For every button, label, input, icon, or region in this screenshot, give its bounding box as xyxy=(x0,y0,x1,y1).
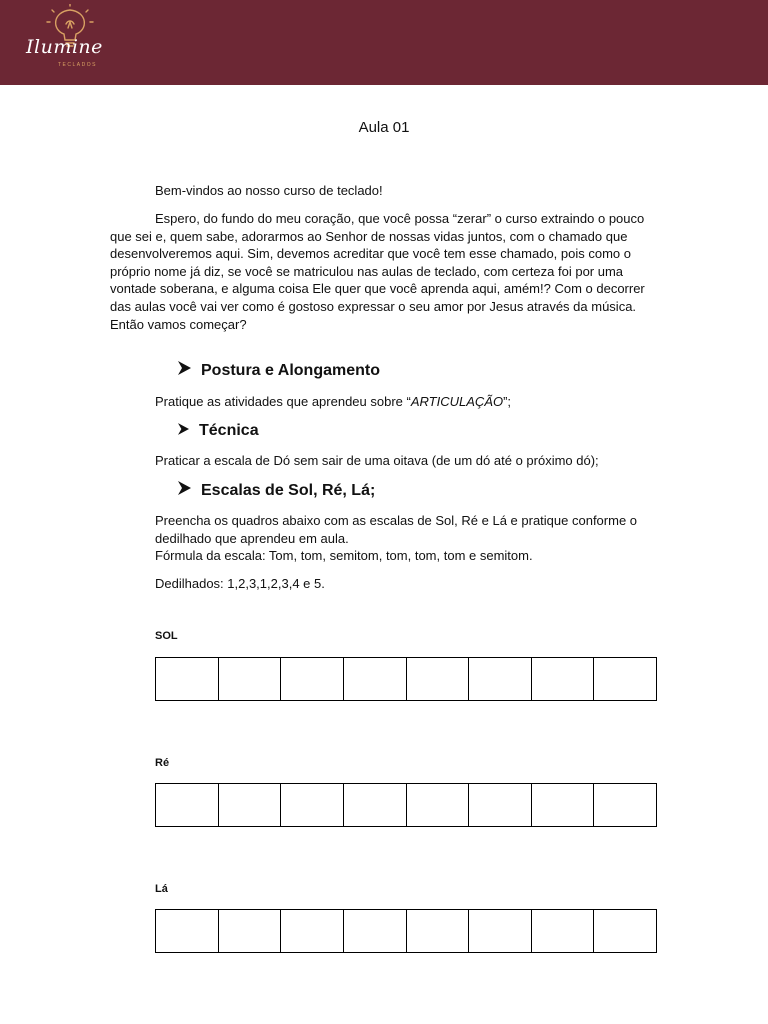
scale-cell[interactable] xyxy=(156,910,219,953)
section-heading-escalas xyxy=(178,481,375,500)
header-band xyxy=(0,0,768,85)
brand-name: Ilumine xyxy=(26,36,103,58)
section-text-postura: Pratique as atividades que aprendeu sobre “ARTICULAÇÃO”; xyxy=(155,394,512,409)
brand-subtitle: TECLADOS xyxy=(58,62,97,68)
section-heading-label: Técnica xyxy=(199,422,259,439)
scale-cell[interactable] xyxy=(281,784,344,827)
scale-cell[interactable] xyxy=(469,784,532,827)
section-heading-tecnica xyxy=(178,422,259,440)
scale-cell[interactable] xyxy=(218,910,281,953)
scale-cell[interactable] xyxy=(406,658,469,701)
arrow-bullet-icon xyxy=(178,481,191,500)
scale-cell[interactable] xyxy=(531,910,594,953)
arrow-bullet-icon xyxy=(178,422,189,440)
scale-cell[interactable] xyxy=(281,658,344,701)
scale-cell[interactable] xyxy=(218,658,281,701)
scale-cell[interactable] xyxy=(594,784,657,827)
scale-cell[interactable] xyxy=(343,658,406,701)
scale-cell[interactable] xyxy=(469,910,532,953)
section-heading-label: Postura e Alongamento xyxy=(201,361,380,379)
scale-cell[interactable] xyxy=(156,658,219,701)
section-text-tecnica: Praticar a escala de Dó sem sair de uma oitava (de um dó até o próximo dó); xyxy=(155,453,599,468)
scale-table-la xyxy=(155,909,657,953)
scale-table-sol xyxy=(155,657,657,701)
scale-cell[interactable] xyxy=(218,784,281,827)
intro-paragraph: Espero, do fundo do meu coração, que você possa “zerar” o curso extraindo o pouco que sei e, quem sabe, adorarmos ao Senhor de nossas vidas juntos, com o chamado que desenvolveremos aqui. Sim, devemos acreditar que você tem esse chamado, pois como o próprio nome já diz, se você se matriculou nas aulas de teclado, com certeza foi por uma vontade soberana, e alguma coisa Ele quer que você aprenda aqui, amém!? Com o decorrer das aulas você vai ver como é gostoso expressar o seu amor por Jesus através da música. Então vamos começar? xyxy=(110,211,645,332)
scale-formula-text: Fórmula da escala: Tom, tom, semitom, tom, tom, tom e semitom. xyxy=(155,548,533,563)
fingering-text: Dedilhados: 1,2,3,1,2,3,4 e 5. xyxy=(155,576,325,591)
scale-cell[interactable] xyxy=(531,658,594,701)
arrow-bullet-icon xyxy=(178,361,191,380)
scale-cell[interactable] xyxy=(156,784,219,827)
scale-cell[interactable] xyxy=(406,784,469,827)
scale-cell[interactable] xyxy=(406,910,469,953)
welcome-paragraph: Bem-vindos ao nosso curso de teclado! xyxy=(155,183,383,198)
table-label-la: Lá xyxy=(155,883,168,895)
section-heading-label: Escalas de Sol, Ré, Lá; xyxy=(201,481,376,499)
section-heading-postura xyxy=(178,361,380,380)
scale-cell[interactable] xyxy=(469,658,532,701)
page-title: Aula 01 xyxy=(358,119,410,136)
scale-cell[interactable] xyxy=(594,910,657,953)
scale-cell[interactable] xyxy=(594,658,657,701)
scale-cell[interactable] xyxy=(281,910,344,953)
scale-cell[interactable] xyxy=(343,784,406,827)
scale-cell[interactable] xyxy=(343,910,406,953)
table-label-sol: SOL xyxy=(155,630,178,642)
scale-table-re xyxy=(155,783,657,827)
table-label-re: Ré xyxy=(155,757,170,769)
section-text-escalas: Preencha os quadros abaixo com as escalas de Sol, Ré e Lá e pratique conforme o dedilhado que aprendeu em aula. xyxy=(155,513,638,546)
emphasis-text: ARTICULAÇÃO xyxy=(410,394,504,409)
scale-cell[interactable] xyxy=(531,784,594,827)
